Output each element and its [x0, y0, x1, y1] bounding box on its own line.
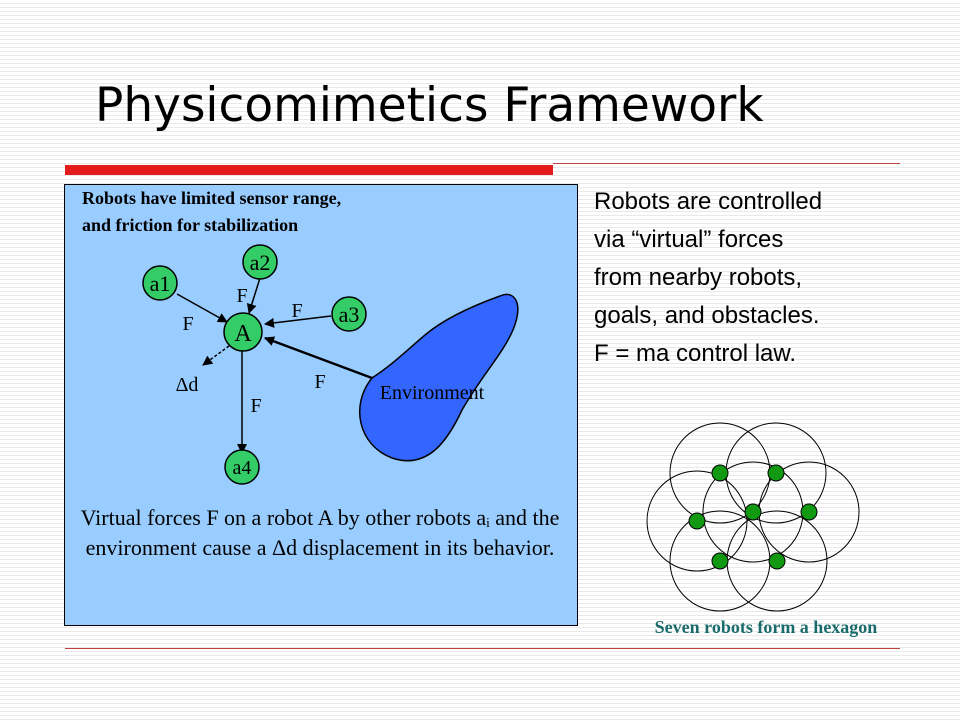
sensor-note-line: and friction for stabilization — [82, 215, 299, 235]
force-arrow-a2 — [249, 278, 260, 313]
force-label: F — [236, 285, 248, 307]
slide-title: Physicomimetics Framework — [95, 78, 764, 133]
hex-robot — [689, 513, 705, 529]
robot-a3-label: a3 — [338, 302, 360, 327]
robot-a3 — [332, 297, 366, 331]
environment-label: Environment — [379, 382, 485, 404]
robot-a1-label: a1 — [149, 271, 171, 296]
hexagon-robots — [689, 465, 817, 569]
environment-blob — [360, 294, 518, 460]
diagram-caption: Virtual forces F on a robot A by other robots aᵢ and the environment cause a Δd displacement in its behavior. — [80, 505, 560, 560]
sensor-note-line: Robots have limited sensor range, — [82, 188, 342, 208]
robot-a2-label: a2 — [249, 250, 271, 275]
displacement-label: Δd — [175, 374, 199, 396]
hex-robot — [712, 553, 728, 569]
force-label: F — [250, 395, 262, 417]
robot-a4-label: a4 — [232, 457, 252, 479]
hexagon-caption: Seven robots form a hexagon — [654, 617, 878, 637]
hex-robot — [712, 465, 728, 481]
hex-robot — [801, 504, 817, 520]
body-text — [594, 183, 822, 373]
body-line: goals, and obstacles. — [594, 302, 820, 329]
robot-a1 — [143, 266, 177, 300]
body-line: via “virtual” forces — [594, 226, 784, 253]
robot-A — [224, 313, 262, 351]
force-label: F — [291, 300, 303, 322]
displacement-arrow — [203, 346, 229, 365]
body-line: Robots are controlled — [594, 188, 823, 215]
robot-a2 — [243, 245, 277, 279]
hex-robot — [745, 504, 761, 520]
robot-a4 — [225, 450, 259, 484]
body-line: from nearby robots, — [594, 264, 803, 291]
body-line: F = ma control law. — [594, 340, 797, 367]
hex-robot — [769, 553, 785, 569]
hex-robot — [768, 465, 784, 481]
force-label: F — [314, 371, 326, 393]
robot-A-label: A — [234, 321, 252, 347]
force-label: F — [182, 313, 194, 335]
